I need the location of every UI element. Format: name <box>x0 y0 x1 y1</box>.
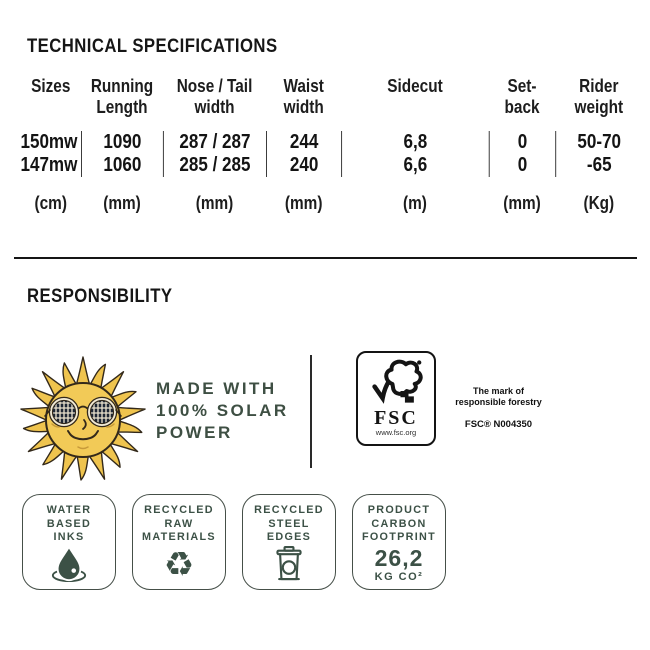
col-header-sidecut: Sidecut <box>387 76 443 96</box>
fsc-tagline-1: The mark of <box>472 386 524 396</box>
table-cell: 1090 <box>81 131 163 154</box>
vertical-divider <box>310 355 312 468</box>
fsc-url: www.fsc.org <box>375 428 417 437</box>
unit-cell: (Kg) <box>583 193 615 213</box>
unit-cell: (mm) <box>195 193 234 213</box>
badge-recycled-raw-materials <box>132 494 226 590</box>
spec-table-units-row <box>0 192 642 214</box>
recycle-arrows-icon: ♻ <box>163 545 195 585</box>
table-cell: 244 <box>266 131 341 154</box>
fsc-check-tree-icon <box>367 358 425 408</box>
fsc-license-number: FSC® N004350 <box>464 419 533 430</box>
responsibility-title: RESPONSIBILITY <box>27 286 173 307</box>
solar-line-3: POWER <box>156 423 233 442</box>
badge-label: RECYCLED STEEL EDGES <box>254 504 324 543</box>
fsc-label <box>356 351 436 446</box>
table-cell: 0 <box>489 154 556 177</box>
unit-cell: (cm) <box>34 193 67 213</box>
table-cell: 240 <box>266 154 341 177</box>
table-cell: 0 <box>489 131 556 154</box>
spec-table-header-row <box>0 76 642 118</box>
fsc-acronym: FSC <box>374 407 418 429</box>
table-cell: 6,6 <box>341 154 489 177</box>
col-header-rider-weight: Rider weight <box>574 76 624 117</box>
col-header-running-length: Running Length <box>90 76 154 117</box>
spec-table <box>0 76 642 214</box>
table-cell: -65 <box>555 154 642 177</box>
unit-cell: (mm) <box>503 193 541 213</box>
waste-bin-icon <box>243 545 335 583</box>
col-header-waist-width: Waist width <box>283 76 324 117</box>
unit-cell: (mm) <box>284 193 323 213</box>
table-cell: 1060 <box>81 154 163 177</box>
water-drop-icon <box>23 545 115 583</box>
unit-cell: (mm) <box>103 193 141 213</box>
solar-power-claim <box>156 378 289 444</box>
table-cell: 287 / 287 <box>163 131 266 154</box>
carbon-footprint-unit: KG CO² <box>374 570 424 583</box>
col-header-setback: Set- back <box>504 76 540 117</box>
spec-table-data-rows <box>0 131 642 177</box>
badge-label: PRODUCT CARBON FOOTPRINT <box>361 504 437 543</box>
badge-label: WATER BASED INKS <box>46 504 92 543</box>
fsc-tagline-2: responsible forestry <box>455 397 542 407</box>
badge-label: RECYCLED RAW MATERIALS <box>142 504 216 543</box>
table-cell: 50-70 <box>555 131 642 154</box>
unit-cell: (m) <box>403 193 427 213</box>
table-cell: 147mw <box>20 154 78 176</box>
sun-with-sunglasses-icon <box>12 346 154 494</box>
carbon-footprint-value: 26,2 <box>374 544 424 571</box>
solar-line-1: MADE WITH <box>156 379 277 398</box>
fsc-text-block <box>441 386 556 430</box>
table-cell: 285 / 285 <box>163 154 266 177</box>
badge-water-based-inks <box>22 494 116 590</box>
solar-line-2: 100% SOLAR <box>156 401 289 420</box>
table-cell: 150mw <box>20 131 78 153</box>
section-divider <box>14 257 637 259</box>
technical-specifications-title: TECHNICAL SPECIFICATIONS <box>27 36 278 57</box>
table-cell: 6,8 <box>341 131 489 154</box>
badge-product-carbon-footprint <box>352 494 446 590</box>
col-header-sizes: Sizes <box>31 76 71 96</box>
col-header-nose-tail-width: Nose / Tail width <box>176 76 253 117</box>
badge-recycled-steel-edges <box>242 494 336 590</box>
